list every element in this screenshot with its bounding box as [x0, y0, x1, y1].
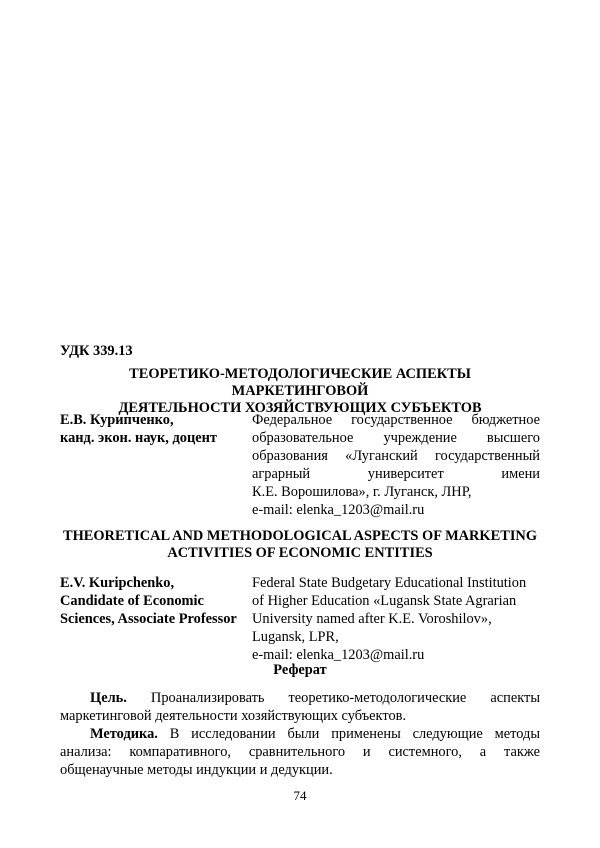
- goal-text: Проанализировать теоретико-методологические аспекты маркетинговой деятельности хозяйствующих субъектов.: [60, 690, 540, 724]
- title-ru-line-2: ДЕЯТЕЛЬНОСТИ ХОЗЯЙСТВУЮЩИХ СУБЪЕКТОВ: [118, 400, 482, 416]
- affiliation-ru-line: Федеральное государственное бюджетное: [252, 412, 540, 428]
- author-en-degree-1: Candidate of Economic: [60, 593, 204, 609]
- title-english: [60, 528, 540, 562]
- abstract-heading: Реферат: [273, 662, 327, 678]
- author-en-info: [60, 574, 250, 628]
- affiliation-en-line: Lugansk, LPR,: [252, 629, 339, 645]
- method-text: В исследовании были применены следующие методы анализа: компаративного, сравнительного и системного, а также общенаучные методы индукции и дедукции.: [60, 726, 540, 778]
- author-ru-name: Е.В. Курипченко,: [60, 412, 174, 428]
- affiliation-en-line: University named after K.E. Voroshilov»,: [252, 611, 492, 627]
- affiliation-en-line: of Higher Education «Lugansk State Agrarian: [252, 593, 517, 609]
- affiliation-ru-line: аграрный университет имени: [252, 466, 540, 482]
- title-en-line-2: ACTIVITIES OF ECONOMIC ENTITIES: [167, 545, 433, 561]
- method-lead: Методика.: [90, 726, 158, 742]
- title-en-line-1: THEORETICAL AND METHODOLOGICAL ASPECTS OF MARKETING: [62, 528, 538, 544]
- author-en-degree-2: Sciences, Associate Professor: [60, 611, 237, 627]
- author-ru-info: [60, 411, 250, 447]
- title-russian: [60, 366, 540, 417]
- goal-paragraph: [60, 689, 540, 725]
- author-ru-degree: канд. экон. наук, доцент: [60, 430, 217, 446]
- affiliation-ru: [252, 411, 540, 519]
- affiliation-en-line: Federal State Budgetary Educational Institution: [252, 575, 527, 591]
- email-en: e-mail: elenka_1203@mail.ru: [252, 647, 425, 663]
- title-ru-line-1: ТЕОРЕТИКО-МЕТОДОЛОГИЧЕСКИЕ АСПЕКТЫ МАРКЕТИНГОВОЙ: [129, 366, 471, 399]
- affiliation-ru-line: образования «Луганский государственный: [252, 448, 540, 464]
- author-en-name: E.V. Kuripchenko,: [60, 575, 175, 591]
- affiliation-ru-line: К.Е. Ворошилова», г. Луганск, ЛНР,: [252, 484, 472, 500]
- email-ru: e-mail: elenka_1203@mail.ru: [252, 502, 425, 518]
- affiliation-en: [252, 574, 540, 664]
- page-number: 74: [293, 788, 307, 803]
- udk-code: УДК 339.13: [60, 343, 133, 359]
- affiliation-ru-line: образовательное учреждение высшего: [252, 430, 540, 446]
- goal-lead: Цель.: [90, 690, 127, 706]
- method-paragraph: [60, 725, 540, 779]
